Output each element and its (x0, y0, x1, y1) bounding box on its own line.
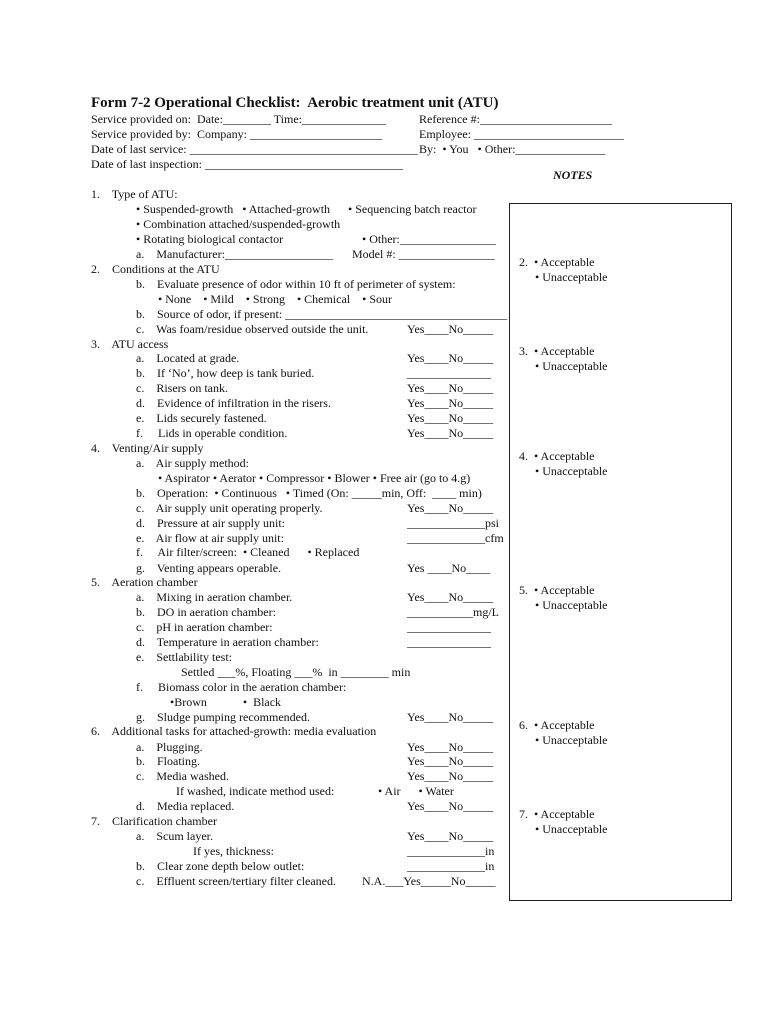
plugging-answer: Yes____No_____ (407, 740, 494, 754)
wash-method-options: • Air • Water (378, 784, 454, 798)
foam-residue-answer: Yes____No_____ (407, 322, 494, 336)
model-field: Model #: ________________ (352, 247, 495, 261)
ph-item: c. pH in aeration chamber: (136, 620, 273, 634)
clear-zone-item: b. Clear zone depth below outlet: (136, 859, 305, 873)
temperature-answer: ______________ (407, 635, 491, 649)
notes-status-5-acceptable: 5. • Acceptable (519, 583, 595, 597)
air-unit-operating-answer: Yes____No_____ (407, 501, 494, 515)
form-title: Form 7-2 Operational Checklist: Aerobic treatment unit (ATU) (91, 95, 499, 111)
notes-box (509, 203, 732, 901)
section-7-heading: 7. Clarification chamber (91, 814, 217, 828)
foam-residue-item: c. Was foam/residue observed outside the unit. (136, 322, 369, 336)
scum-layer-answer: Yes____No_____ (407, 829, 494, 843)
odor-evaluation-item: b. Evaluate presence of odor within 10 ft of perimeter of system: (136, 277, 456, 291)
floating-answer: Yes____No_____ (407, 754, 494, 768)
notes-status-7-unacceptable: • Unacceptable (535, 822, 608, 836)
biomass-color-options: •Brown • Black (170, 695, 282, 709)
floating-item: b. Floating. (136, 754, 201, 768)
pressure-answer: _____________psi (407, 516, 500, 530)
ph-answer: ______________ (407, 620, 491, 634)
temperature-item: d. Temperature in aeration chamber: (136, 635, 319, 649)
venting-operable-item: g. Venting appears operable. (136, 561, 282, 575)
mixing-item: a. Mixing in aeration chamber. (136, 590, 293, 604)
effluent-screen-answer: N.A.___Yes_____No_____ (362, 874, 496, 888)
venting-operable-answer: Yes ____No____ (407, 561, 491, 575)
biomass-color-item: f. Biomass color in the aeration chamber: (136, 680, 347, 694)
section-2-heading: 2. Conditions at the ATU (91, 262, 220, 276)
mixing-answer: Yes____No_____ (407, 590, 494, 604)
plugging-item: a. Plugging. (136, 740, 203, 754)
risers-answer: Yes____No_____ (407, 381, 494, 395)
tank-depth-answer: ______________ (407, 366, 491, 380)
infiltration-answer: Yes____No_____ (407, 396, 494, 410)
do-answer: ___________mg/L (407, 605, 499, 619)
air-unit-operating-item: c. Air supply unit operating properly. (136, 501, 323, 515)
section-3-heading: 3. ATU access (91, 337, 169, 351)
tank-depth-item: b. If ‘No’, how deep is tank buried. (136, 366, 315, 380)
atu-type-options-1: • Suspended-growth • Attached-growth • Sequencing batch reactor (136, 202, 477, 216)
section-5-heading: 5. Aeration chamber (91, 575, 198, 589)
wash-method-item: If washed, indicate method used: (176, 784, 335, 798)
reference-line: Reference #:______________________ (419, 112, 612, 126)
air-supply-method-options: • Aspirator • Aerator • Compressor • Blower • Free air (go to 4.g) (158, 471, 471, 485)
air-filter-item: f. Air filter/screen: • Cleaned • Replaced (136, 545, 360, 559)
notes-status-3-acceptable: 3. • Acceptable (519, 344, 595, 358)
section-6-heading: 6. Additional tasks for attached-growth: media evaluation (91, 724, 377, 738)
scum-thickness-answer: _____________in (407, 844, 495, 858)
lids-operable-item: f. Lids in operable condition. (136, 426, 288, 440)
notes-status-5-unacceptable: • Unacceptable (535, 598, 608, 612)
section-1-heading: 1. Type of ATU: (91, 187, 178, 201)
manufacturer-field: a. Manufacturer:__________________ (136, 247, 333, 261)
notes-status-6-unacceptable: • Unacceptable (535, 733, 608, 747)
settlability-answer: Settled ___%, Floating ___% in ________ min (181, 665, 411, 679)
notes-heading: NOTES (553, 168, 593, 182)
air-flow-item: e. Air flow at air supply unit: (136, 531, 284, 545)
service-date-line: Service provided on: Date:________ Time:______________ (91, 112, 386, 126)
located-at-grade-answer: Yes____No_____ (407, 351, 494, 365)
media-replaced-answer: Yes____No_____ (407, 799, 494, 813)
settlability-item: e. Settlability test: (136, 650, 232, 664)
operation-item: b. Operation: • Continuous • Timed (On: _____min, Off: ____ min) (136, 486, 482, 500)
lids-fastened-item: e. Lids securely fastened. (136, 411, 267, 425)
atu-type-other: • Other:________________ (362, 232, 496, 246)
scum-thickness-item: If yes, thickness: (193, 844, 274, 858)
notes-status-6-acceptable: 6. • Acceptable (519, 718, 595, 732)
risers-item: c. Risers on tank. (136, 381, 228, 395)
infiltration-item: d. Evidence of infiltration in the risers. (136, 396, 331, 410)
odor-options: • None • Mild • Strong • Chemical • Sour (158, 292, 392, 306)
clear-zone-answer: _____________in (407, 859, 495, 873)
notes-status-4-unacceptable: • Unacceptable (535, 464, 608, 478)
notes-status-3-unacceptable: • Unacceptable (535, 359, 608, 373)
last-service-line: Date of last service: ______________________________________ (91, 142, 418, 156)
notes-status-2-unacceptable: • Unacceptable (535, 270, 608, 284)
lids-fastened-answer: Yes____No_____ (407, 411, 494, 425)
sludge-pumping-answer: Yes____No_____ (407, 710, 494, 724)
air-flow-answer: _____________cfm (407, 531, 504, 545)
notes-status-7-acceptable: 7. • Acceptable (519, 807, 595, 821)
scum-layer-item: a. Scum layer. (136, 829, 213, 843)
media-replaced-item: d. Media replaced. (136, 799, 235, 813)
pressure-item: d. Pressure at air supply unit: (136, 516, 285, 530)
atu-type-options-3: • Rotating biological contactor (136, 232, 284, 246)
odor-source-item: b. Source of odor, if present: _____________________________________ (136, 307, 508, 321)
do-item: b. DO in aeration chamber: (136, 605, 276, 619)
media-washed-item: c. Media washed. (136, 769, 229, 783)
last-inspection-line: Date of last inspection: _________________________________ (91, 157, 403, 171)
by-line: By: • You • Other:_______________ (419, 142, 606, 156)
notes-status-4-acceptable: 4. • Acceptable (519, 449, 595, 463)
lids-operable-answer: Yes____No_____ (407, 426, 494, 440)
sludge-pumping-item: g. Sludge pumping recommended. (136, 710, 310, 724)
air-supply-method-item: a. Air supply method: (136, 456, 249, 470)
employee-line: Employee: _________________________ (419, 127, 624, 141)
media-washed-answer: Yes____No_____ (407, 769, 494, 783)
notes-status-2-acceptable: 2. • Acceptable (519, 255, 595, 269)
atu-type-options-2: • Combination attached/suspended-growth (136, 217, 341, 231)
section-4-heading: 4. Venting/Air supply (91, 441, 204, 455)
effluent-screen-item: c. Effluent screen/tertiary filter cleaned. (136, 874, 337, 888)
service-company-line: Service provided by: Company: ______________________ (91, 127, 382, 141)
located-at-grade-item: a. Located at grade. (136, 351, 240, 365)
